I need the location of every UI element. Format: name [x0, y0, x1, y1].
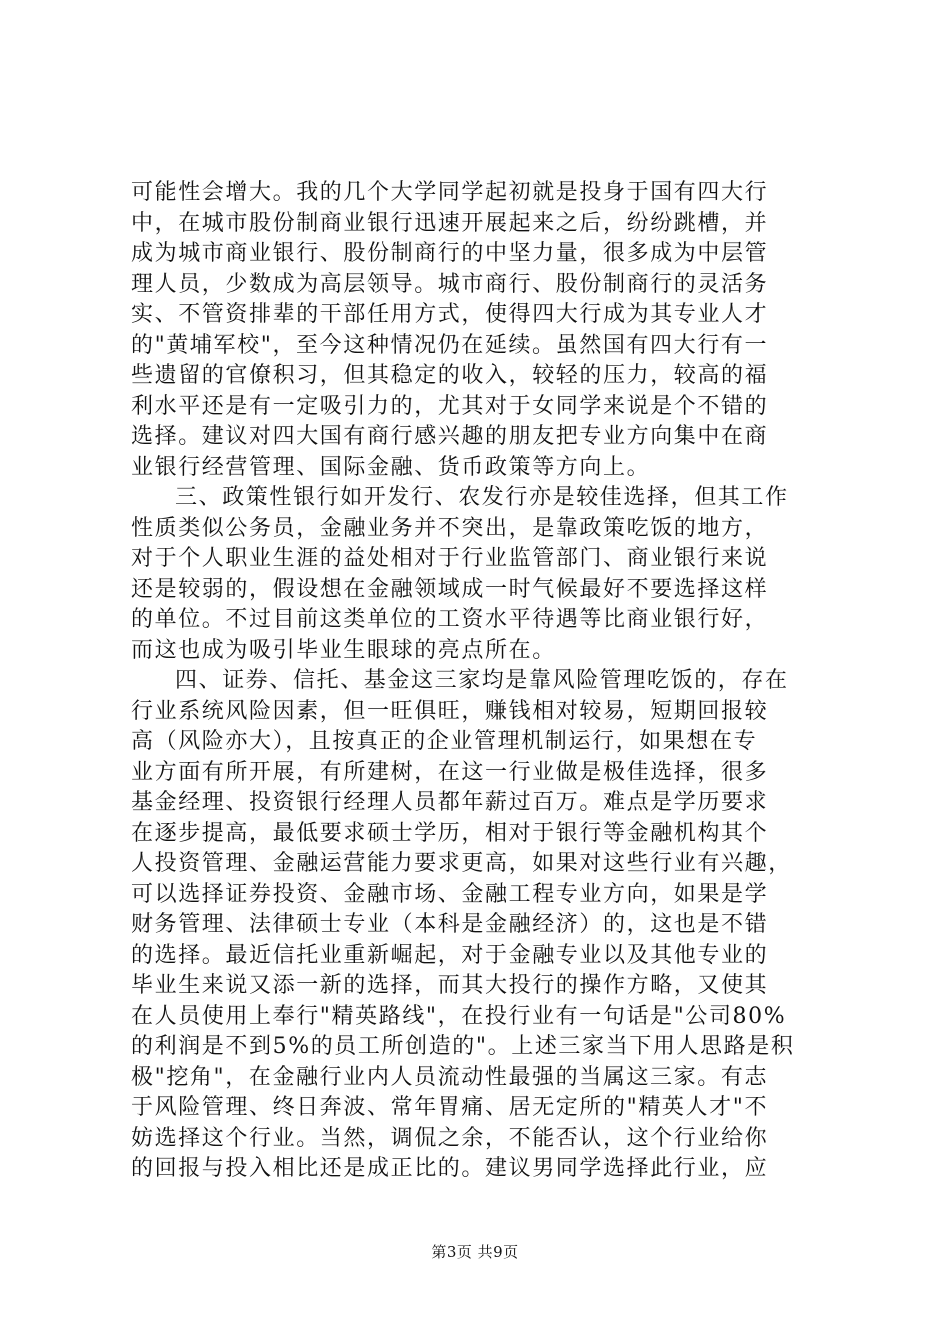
text-line: 妨选择这个行业。当然，调侃之余，不能否认，这个行业给你 — [131, 1125, 769, 1151]
text-line: 在人员使用上奉行"精英路线"，在投行业有一句话是"公司80% — [131, 1003, 787, 1029]
text-line: 中，在城市股份制商业银行迅速开展起来之后，纷纷跳槽，并 — [131, 210, 769, 236]
text-line: 可能性会增大。我的几个大学同学起初就是投身于国有四大行 — [131, 180, 769, 205]
text-line: 极"挖角"，在金融行业内人员流动性最强的当属这三家。有志 — [131, 1064, 769, 1090]
text-line: 而这也成为吸引毕业生眼球的亮点所在。 — [131, 637, 556, 663]
text-line: 的利润是不到5%的员工所创造的"。上述三家当下用人思路是积 — [131, 1034, 795, 1059]
text-line: 毕业生来说又添一新的选择，而其大投行的操作方略，又使其 — [131, 973, 769, 998]
text-line: 的回报与投入相比还是成正比的。建议男同学选择此行业，应 — [131, 1156, 769, 1181]
text-line: 理人员，少数成为高层领导。城市商行、股份制商行的灵活务 — [131, 271, 769, 297]
text-line: 的选择。最近信托业重新崛起，对于金融专业以及其他专业的 — [131, 942, 769, 968]
text-line: 行业系统风险因素，但一旺俱旺，赚钱相对较易，短期回报较 — [131, 698, 769, 724]
text-line: 的单位。不过目前这类单位的工资水平待遇等比商业银行好， — [131, 607, 769, 632]
text-line: 基金经理、投资银行经理人员都年薪过百万。难点是学历要求 — [131, 790, 769, 815]
text-line: 还是较弱的，假设想在金融领域成一时气候最好不要选择这样 — [131, 576, 769, 602]
text-line: 业方面有所开展，有所建树，在这一行业做是极佳选择，很多 — [131, 759, 769, 785]
text-line: 性质类似公务员，金融业务并不突出，是靠政策吃饭的地方， — [131, 515, 769, 541]
text-line: 于风险管理、终日奔波、常年胃痛、居无定所的"精英人才"不 — [131, 1095, 769, 1120]
page-number-footer: 第3页 共9页 — [431, 1243, 519, 1261]
text-line: 人投资管理、金融运营能力要求更高，如果对这些行业有兴趣， — [131, 851, 792, 876]
document-body — [131, 178, 827, 1185]
text-line: 实、不管资排辈的干部任用方式，使得四大行成为其专业人才 — [131, 302, 769, 327]
paragraph-start-line: 四、证券、信托、基金这三家均是靠风险管理吃饭的，存在 — [175, 668, 789, 693]
text-line: 高（风险亦大），且按真正的企业管理机制运行，如果想在专 — [131, 729, 758, 754]
text-line: 的"黄埔军校"，至今这种情况仍在延续。虽然国有四大行有一 — [131, 332, 769, 358]
paragraph-start-line: 三、政策性银行如开发行、农发行亦是较佳选择，但其工作 — [175, 485, 789, 510]
text-line: 选择。建议对四大国有商行感兴趣的朋友把专业方向集中在商 — [131, 424, 769, 449]
text-line: 些遗留的官僚积习，但其稳定的收入，较轻的压力，较高的福 — [131, 363, 769, 388]
text-line: 对于个人职业生涯的益处相对于行业监管部门、商业银行来说 — [131, 546, 769, 571]
text-line: 财务管理、法律硕士专业（本科是金融经济）的，这也是不错 — [131, 912, 769, 937]
text-line: 利水平还是有一定吸引力的，尤其对于女同学来说是个不错的 — [131, 393, 769, 419]
text-line: 可以选择证券投资、金融市场、金融工程专业方向，如果是学 — [131, 881, 769, 907]
text-line: 成为城市商业银行、股份制商行的中坚力量，很多成为中层管 — [131, 241, 769, 266]
text-line: 在逐步提高，最低要求硕士学历，相对于银行等金融机构其个 — [131, 820, 769, 846]
text-line: 业银行经营管理、国际金融、货币政策等方向上。 — [131, 454, 651, 480]
